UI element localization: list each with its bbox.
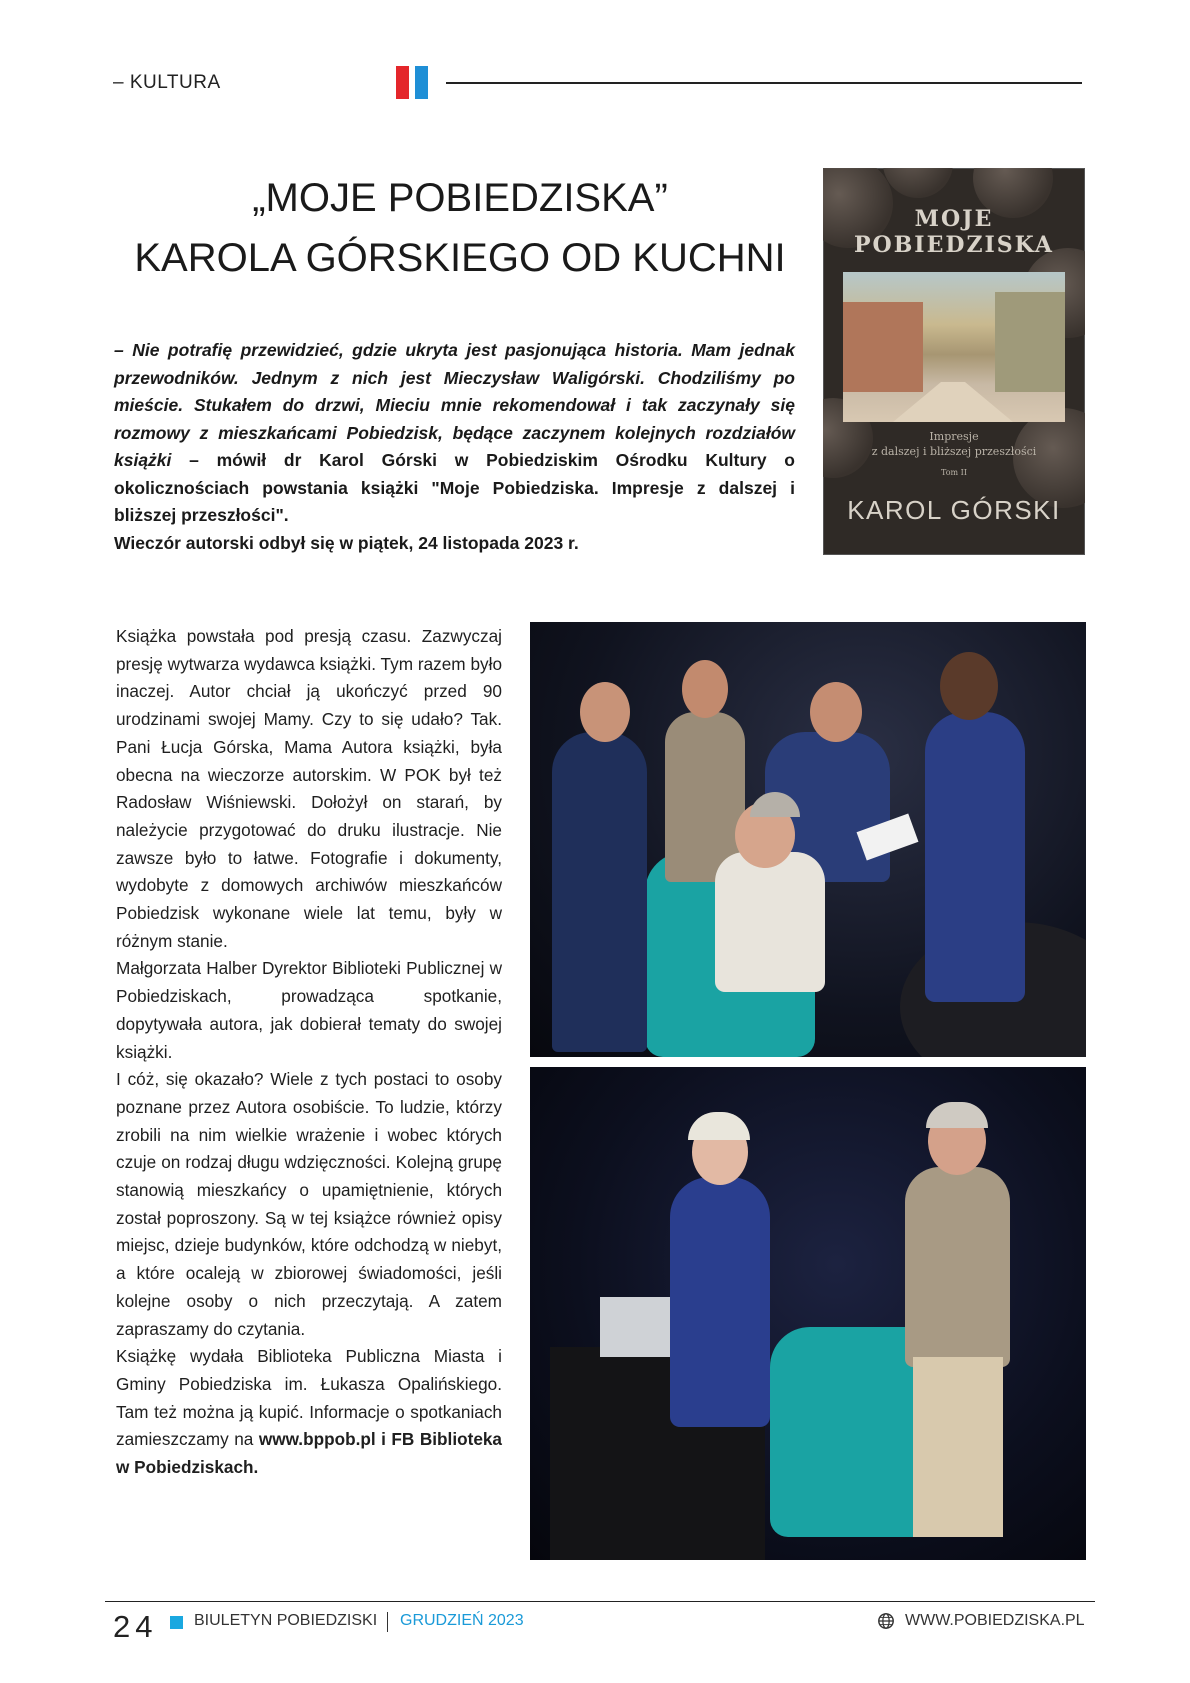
article-title	[110, 168, 810, 288]
issue-date: GRUDZIEŃ 2023	[400, 1612, 524, 1629]
body-paragraph-1: Książka powstała pod presją czasu. Zazwyczaj presję wytwarza wydawca książki. Tym razem było inaczej. Autor chciał ją ukończyć przed 90 urodzinami swojej Mamy. Czy to się udało? Tak. Pani Łucja Górska, Mama Autora książki, była obecna na wieczorze autorskim. W POK był też Radosław Wiśniewski. Dołożył on starań, by należycie przygotować do druku ilustracje. Nie zawsze było to łatwe. Fotografie i dokumenty, wydobyte z domowych archiwów mieszkańców Pobiedzisk wykonane wiele lat temu, były w różnym stanie.	[116, 626, 502, 951]
section-label: – KULTURA	[113, 72, 221, 93]
body-paragraph-4	[116, 1343, 502, 1482]
article-lead	[114, 337, 795, 557]
body-paragraph-3: I cóż, się okazało? Wiele z tych postaci to osoby poznane przez Autora osobiście. To ludzie, którzy zrobili na nim wielkie wrażenie i wobec których czuje on rodzaj długu wdzięczności. Kolejną grupę stanowią mieszkańcy o upamiętnienie, których został poproszony. Są w tej książce również opisy miejsc, dzieje budynków, które odchodzą w niebyt, a które ocaleją w zbiorowej świadomości, jeśli kolejne osoby o nich przeczytają. A zatem zapraszamy do czytania.	[116, 1069, 502, 1339]
flag-red-bar	[396, 66, 409, 99]
photo-book-signing	[530, 622, 1086, 1057]
lead-attribution: – mówił dr Karol Górski w Pobiedziskim Ośrodku Kultury o okolicznościach powstania książki "Moje Pobiedziska. Impresje z dalszej i bliższej przeszłości".	[114, 450, 795, 525]
article-body	[116, 623, 502, 1482]
photo-stage-conversation	[530, 1067, 1086, 1560]
cover-volume: Tom II	[941, 468, 967, 477]
footer-website-link[interactable]: WWW.POBIEDZISKA.PL	[905, 1612, 1085, 1629]
body-paragraph-2: Małgorzata Halber Dyrektor Biblioteki Publicznej w Pobiedziskach, prowadząca spotkanie, dopytywała autora, jak dobierał tematy do swojej książki.	[116, 958, 502, 1062]
lead-date-line: Wieczór autorski odbył się w piątek, 24 listopada 2023 r.	[114, 532, 579, 553]
cover-street-illustration	[843, 272, 1065, 422]
article-title-line-2: KAROLA GÓRSKIEGO OD KUCHNI	[134, 236, 786, 280]
footer-separator	[387, 1612, 388, 1632]
cover-author: KAROL GÓRSKI	[847, 495, 1061, 525]
header-divider	[446, 82, 1082, 84]
flag-blue-bar	[415, 66, 428, 99]
footer-divider	[105, 1601, 1095, 1602]
cover-title-line-1: MOJE	[914, 206, 994, 232]
article-title-line-1: „MOJE POBIEDZISKA”	[252, 176, 668, 220]
globe-icon	[877, 1612, 895, 1630]
lead-quote: – Nie potrafię przewidzieć, gdzie ukryta jest pasjonująca historia. Mam jednak przewodników. Jednym z nich jest Mieczysław Waligórski. Chodziliśmy po mieście. Stukałem do drzwi, Mieciu mnie rekomendował i tak zaczynały się rozmowy z mieszkańcami Pobiedzisk, będące zaczynem kolejnych rozdziałów książki	[114, 340, 795, 470]
page-number: 24	[113, 1609, 158, 1644]
body-paragraph-4-text: Książkę wydała Biblioteka Publiczna Miasta i Gminy Pobiedziska im. Łukasza Opalińskiego. Tam też można ją kupić. Informacje o spotkaniach zamieszczamy na	[116, 1346, 502, 1450]
cover-title-line-2: POBIEDZISKA	[854, 232, 1054, 258]
footer-accent-square	[170, 1616, 183, 1629]
publication-name: BIULETYN POBIEDZISKI	[194, 1612, 378, 1629]
book-cover-image	[823, 168, 1085, 555]
library-website-link: www.bppob.pl i FB Biblioteka w Pobiedziskach.	[116, 1429, 502, 1478]
cover-subtitle-line-1: Impresje	[929, 430, 979, 443]
cover-subtitle-line-2: z dalszej i bliższej przeszłości	[871, 445, 1037, 458]
